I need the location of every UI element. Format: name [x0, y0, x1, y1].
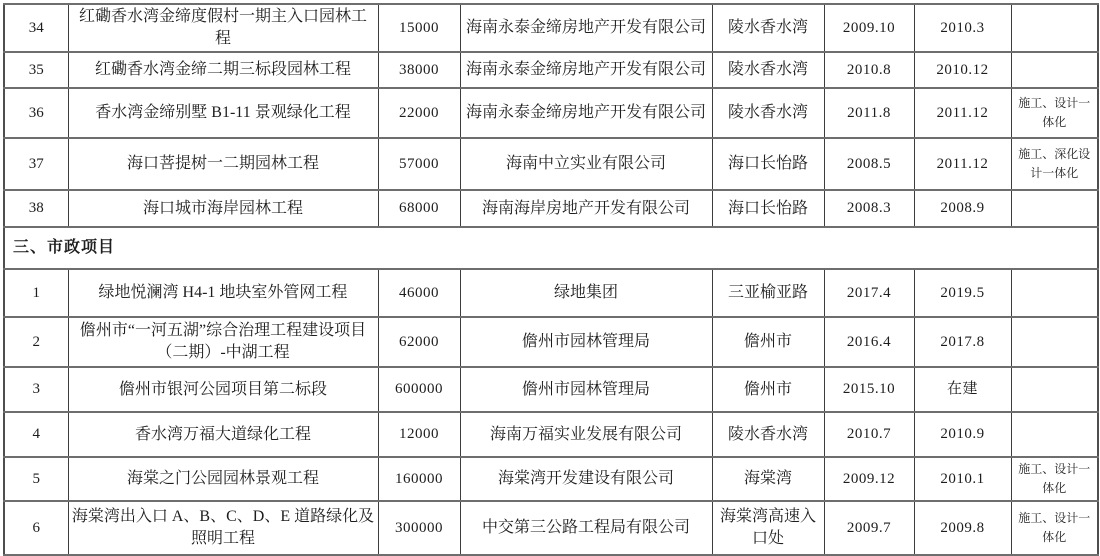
cell-row-number: 36	[4, 88, 68, 138]
cell-end-date: 2019.5	[914, 269, 1011, 317]
cell-client: 中交第三公路工程局有限公司	[460, 501, 712, 555]
cell-area: 600000	[378, 367, 460, 412]
cell-start-date: 2011.8	[824, 88, 914, 138]
cell-start-date: 2016.4	[824, 317, 914, 367]
cell-note: 施工、设计一体化	[1011, 88, 1098, 138]
cell-project-name: 海棠之门公园园林景观工程	[68, 457, 378, 501]
cell-location: 三亚榆亚路	[712, 269, 824, 317]
cell-row-number: 6	[4, 501, 68, 555]
cell-project-name: 绿地悦澜湾 H4-1 地块室外管网工程	[68, 269, 378, 317]
table-row	[4, 269, 1098, 317]
cell-note	[1011, 190, 1098, 227]
cell-area: 57000	[378, 138, 460, 190]
cell-note: 施工、深化设计一体化	[1011, 138, 1098, 190]
table-row	[4, 138, 1098, 190]
section-header-label: 三、市政项目	[4, 227, 1098, 269]
cell-start-date: 2010.7	[824, 412, 914, 457]
cell-location: 海口长怡路	[712, 190, 824, 227]
cell-area: 300000	[378, 501, 460, 555]
cell-start-date: 2008.3	[824, 190, 914, 227]
cell-client: 儋州市园林管理局	[460, 317, 712, 367]
table-row	[4, 52, 1098, 88]
cell-note	[1011, 52, 1098, 88]
cell-start-date: 2009.7	[824, 501, 914, 555]
cell-area: 160000	[378, 457, 460, 501]
table-row	[4, 88, 1098, 138]
cell-note	[1011, 317, 1098, 367]
table-row	[4, 4, 1098, 52]
cell-client: 海棠湾开发建设有限公司	[460, 457, 712, 501]
cell-location: 陵水香水湾	[712, 412, 824, 457]
cell-area: 68000	[378, 190, 460, 227]
cell-area: 62000	[378, 317, 460, 367]
cell-client: 海南永泰金缔房地产开发有限公司	[460, 52, 712, 88]
cell-row-number: 1	[4, 269, 68, 317]
cell-end-date: 2017.8	[914, 317, 1011, 367]
cell-end-date: 2010.9	[914, 412, 1011, 457]
cell-end-date: 2010.3	[914, 4, 1011, 52]
cell-area: 12000	[378, 412, 460, 457]
table-row	[4, 412, 1098, 457]
cell-project-name: 香水湾金缔别墅 B1-11 景观绿化工程	[68, 88, 378, 138]
cell-client: 儋州市园林管理局	[460, 367, 712, 412]
cell-row-number: 2	[4, 317, 68, 367]
cell-location: 海口长怡路	[712, 138, 824, 190]
cell-client: 海南海岸房地产开发有限公司	[460, 190, 712, 227]
cell-project-name: 香水湾万福大道绿化工程	[68, 412, 378, 457]
cell-client: 绿地集团	[460, 269, 712, 317]
cell-row-number: 5	[4, 457, 68, 501]
cell-client: 海南永泰金缔房地产开发有限公司	[460, 4, 712, 52]
cell-row-number: 34	[4, 4, 68, 52]
cell-row-number: 4	[4, 412, 68, 457]
cell-row-number: 3	[4, 367, 68, 412]
cell-project-name: 儋州市“一河五湖”综合治理工程建设项目（二期）-中湖工程	[68, 317, 378, 367]
cell-note	[1011, 412, 1098, 457]
cell-client: 海南永泰金缔房地产开发有限公司	[460, 88, 712, 138]
cell-area: 46000	[378, 269, 460, 317]
cell-row-number: 37	[4, 138, 68, 190]
cell-start-date: 2017.4	[824, 269, 914, 317]
cell-end-date: 2008.9	[914, 190, 1011, 227]
cell-location: 海棠湾高速入口处	[712, 501, 824, 555]
cell-location: 陵水香水湾	[712, 4, 824, 52]
cell-start-date: 2009.12	[824, 457, 914, 501]
cell-project-name: 红磡香水湾金缔度假村一期主入口园林工程	[68, 4, 378, 52]
cell-client: 海南中立实业有限公司	[460, 138, 712, 190]
table-row	[4, 190, 1098, 227]
projects-table	[3, 3, 1099, 556]
cell-start-date: 2010.8	[824, 52, 914, 88]
cell-area: 15000	[378, 4, 460, 52]
cell-location: 儋州市	[712, 317, 824, 367]
cell-project-name: 海口菩提树一二期园林工程	[68, 138, 378, 190]
cell-end-date: 2011.12	[914, 88, 1011, 138]
cell-end-date: 2009.8	[914, 501, 1011, 555]
cell-project-name: 海口城市海岸园林工程	[68, 190, 378, 227]
cell-location: 陵水香水湾	[712, 88, 824, 138]
cell-note: 施工、设计一体化	[1011, 457, 1098, 501]
cell-end-date: 在建	[914, 367, 1011, 412]
cell-location: 陵水香水湾	[712, 52, 824, 88]
cell-row-number: 38	[4, 190, 68, 227]
cell-project-name: 儋州市银河公园项目第二标段	[68, 367, 378, 412]
cell-end-date: 2011.12	[914, 138, 1011, 190]
cell-note	[1011, 4, 1098, 52]
cell-start-date: 2015.10	[824, 367, 914, 412]
cell-client: 海南万福实业发展有限公司	[460, 412, 712, 457]
table-row	[4, 501, 1098, 555]
table-row	[4, 317, 1098, 367]
cell-location: 海棠湾	[712, 457, 824, 501]
table-row	[4, 367, 1098, 412]
cell-project-name: 红磡香水湾金缔二期三标段园林工程	[68, 52, 378, 88]
cell-end-date: 2010.1	[914, 457, 1011, 501]
cell-row-number: 35	[4, 52, 68, 88]
cell-note: 施工、设计一体化	[1011, 501, 1098, 555]
cell-start-date: 2008.5	[824, 138, 914, 190]
table-row	[4, 457, 1098, 501]
cell-project-name: 海棠湾出入口 A、B、C、D、E 道路绿化及照明工程	[68, 501, 378, 555]
cell-area: 22000	[378, 88, 460, 138]
cell-area: 38000	[378, 52, 460, 88]
cell-end-date: 2010.12	[914, 52, 1011, 88]
cell-start-date: 2009.10	[824, 4, 914, 52]
section-header-row	[4, 227, 1098, 269]
cell-note	[1011, 269, 1098, 317]
cell-note	[1011, 367, 1098, 412]
cell-location: 儋州市	[712, 367, 824, 412]
